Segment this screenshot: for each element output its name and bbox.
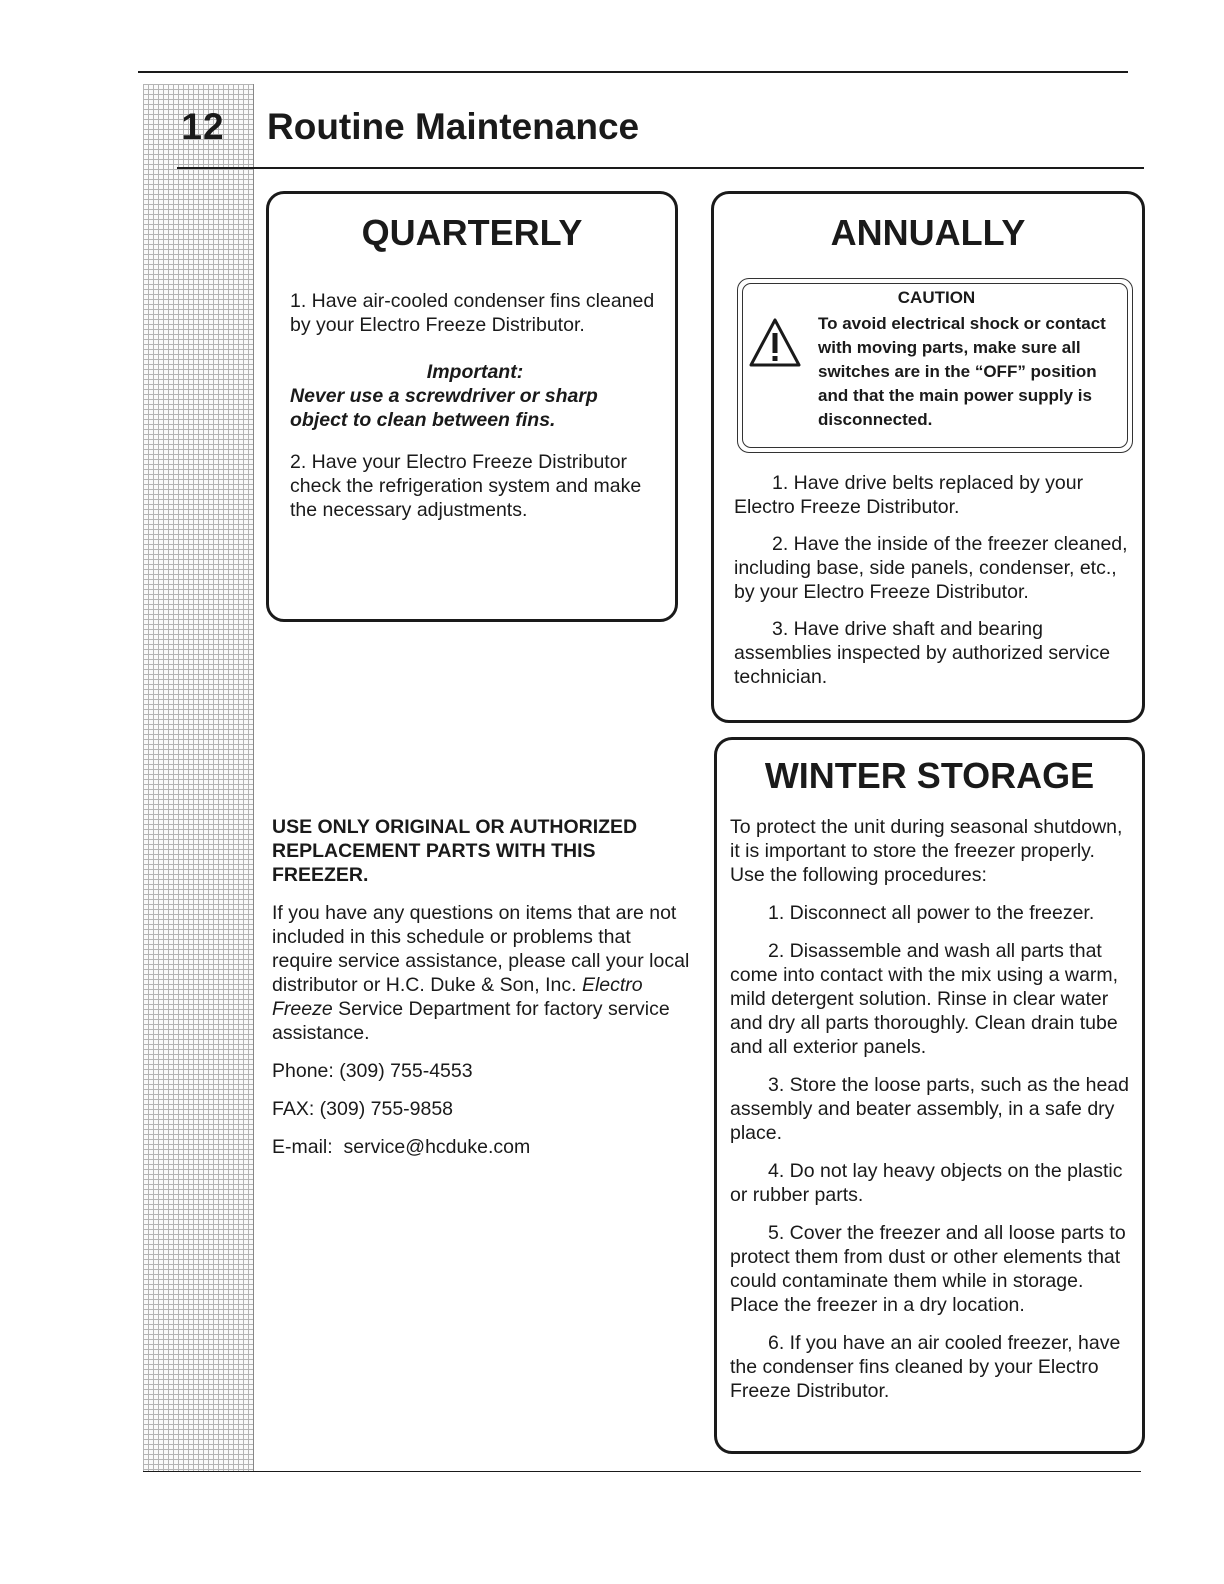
- service-info: [272, 815, 692, 1173]
- quarterly-box: [266, 191, 678, 622]
- caution-box: [737, 278, 1133, 453]
- annually-item: 2. Have the inside of the freezer cleaned, including base, side panels, condenser, etc., by your Electro Freeze Distributor.: [734, 533, 1128, 603]
- winter-storage-content: [730, 815, 1134, 1417]
- warning-triangle-icon: [748, 317, 802, 369]
- annually-item: 3. Have drive shaft and bearing assemblies inspected by authorized service technician.: [734, 618, 1111, 688]
- winter-storage-heading: WINTER STORAGE: [764, 755, 1095, 796]
- quarterly-item-1: 1. Have air-cooled condenser fins cleaned by your Electro Freeze Distributor.: [290, 290, 655, 336]
- grid-margin-strip: [143, 84, 254, 1472]
- brand-name: Electro Freeze: [272, 974, 643, 1020]
- service-email: E-mail: service@hcduke.com: [272, 1136, 531, 1158]
- annually-item: 1. Have drive belts replaced by your Electro Freeze Distributor.: [734, 472, 1084, 518]
- winter-storage-item: 6. If you have an air cooled freezer, have the condenser fins cleaned by your Electro Freeze Distributor.: [730, 1332, 1121, 1402]
- annually-content: [734, 471, 1130, 702]
- winter-storage-item: 3. Store the loose parts, such as the head assembly and beater assembly, in a safe dry place.: [730, 1074, 1129, 1144]
- winter-storage-item: 4. Do not lay heavy objects on the plastic or rubber parts.: [730, 1160, 1123, 1206]
- page-number: 12: [181, 106, 225, 147]
- page-number-underline: [177, 167, 253, 169]
- quarterly-content: [290, 289, 660, 522]
- annually-box: [711, 191, 1145, 723]
- winter-storage-box: [714, 737, 1145, 1454]
- quarterly-heading: QUARTERLY: [361, 212, 583, 253]
- important-text: Never use a screwdriver or sharp object to clean between fins.: [290, 385, 598, 431]
- winter-storage-item: 1. Disconnect all power to the freezer.: [768, 902, 1095, 924]
- service-questions: [272, 901, 692, 1045]
- quarterly-item-2: 2. Have your Electro Freeze Distributor check the refrigeration system and make the necessary adjustments.: [290, 451, 642, 521]
- caution-title: CAUTION: [897, 288, 976, 307]
- page-title: Routine Maintenance: [267, 106, 640, 147]
- service-fax: FAX: (309) 755-9858: [272, 1098, 454, 1120]
- title-rule: [177, 167, 1144, 169]
- parts-notice: USE ONLY ORIGINAL OR AUTHORIZED REPLACEMENT PARTS WITH THIS FREEZER.: [272, 816, 638, 886]
- caution-text: To avoid electrical shock or contact with moving parts, make sure all switches are in the “OFF” position and that the main power supply is disconnected.: [818, 314, 1106, 429]
- important-label: Important:: [426, 361, 524, 383]
- winter-storage-item: 2. Disassemble and wash all parts that come into contact with the mix using a warm, mild detergent solution. Rinse in clear water and dry all parts thoroughly. Clean drain tube and all exterior panels.: [730, 940, 1118, 1058]
- service-questions-text: If you have any questions on items that are not included in this schedule or problems that require service assistance, please call your local distributor or H.C. Duke & Son, Inc.: [272, 902, 690, 996]
- service-questions-text-end: Service Department for factory service assistance.: [272, 998, 670, 1044]
- winter-storage-item: 5. Cover the freezer and all loose parts to protect them from dust or other elements that could contaminate them while in storage. Place the freezer in a dry location.: [730, 1222, 1126, 1316]
- winter-storage-intro: To protect the unit during seasonal shutdown, it is important to store the freezer properly. Use the following procedures:: [730, 816, 1123, 886]
- service-phone: Phone: (309) 755-4553: [272, 1060, 473, 1082]
- bottom-rule: [143, 1471, 1141, 1472]
- top-rule: [138, 71, 1128, 73]
- annually-heading: ANNUALLY: [830, 212, 1026, 253]
